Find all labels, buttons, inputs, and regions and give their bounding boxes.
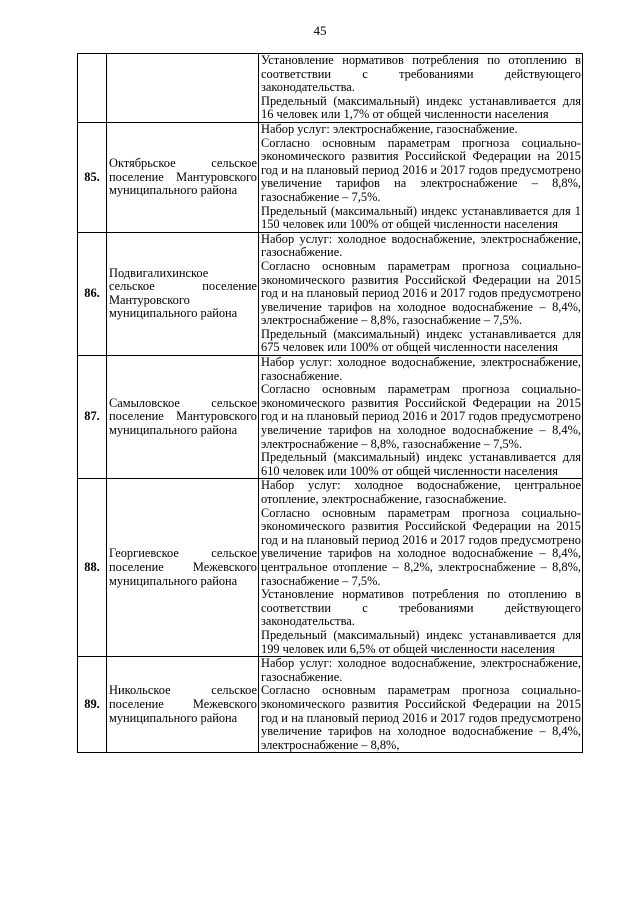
description-paragraph: Согласно основным параметрам прогноза социально-экономического развития Российской Федерации на 2015 год и на плановый период 2016 и 2017 годов предусмотрено увеличение тарифов на электроснабжение – 8,8%, газоснабжение – 7,5%. [261,135,581,204]
settlement-name: Самыловское сельское поселение Мантуровского муниципального района [107,356,259,479]
description-paragraph: Согласно основным параметрам прогноза социально-экономического развития Российской Федерации на 2015 год и на плановый период 2016 и 2017 годов предусмотрено увеличение тарифов на холодное водоснабжение – 8,4%, электроснабжение – 8,8%, [261,683,581,752]
description-paragraph: Набор услуг: холодное водоснабжение, электроснабжение, газоснабжение. [261,355,581,383]
description-paragraph: Набор услуг: холодное водоснабжение, электроснабжение, газоснабжение. [261,656,581,684]
settlement-name: Октябрьское сельское поселение Мантуровского муниципального района [107,122,259,232]
settlements-table [77,53,583,753]
row-number: 86. [78,232,107,355]
settlement-description [259,356,583,479]
table-row [78,356,583,479]
description-paragraph: Набор услуг: электроснабжение, газоснабжение. [261,121,518,136]
table-row [78,479,583,657]
description-paragraph: Предельный (максимальный) индекс устанавливается для 675 человек или 100% от общей численности населения [261,326,581,355]
description-paragraph: Предельный (максимальный) индекс устанавливается для 16 человек или 1,7% от общей численности населения [261,93,581,122]
settlement-description [259,54,583,123]
table-body [78,54,583,753]
description-paragraph: Согласно основным параметрам прогноза социально-экономического развития Российской Федерации на 2015 год и на плановый период 2016 и 2017 годов предусмотрено увеличение тарифов на холодное водоснабжение – 8,4%, электроснабжение – 8,8%, газоснабжение – 7,5%. [261,258,581,328]
settlement-name: Никольское сельское поселение Межевского муниципального района [107,657,259,753]
settlement-description [259,232,583,355]
settlement-name: Георгиевское сельское поселение Межевского муниципального района [107,479,259,657]
table-row [78,657,583,753]
row-number: 89. [78,657,107,753]
description-paragraph: Набор услуг: холодное водоснабжение, электроснабжение, газоснабжение. [261,231,581,260]
page-number: 45 [313,23,327,38]
description-paragraph: Предельный (максимальный) индекс устанавливается для 1 150 человек или 100% от общей численности населения [261,203,581,232]
description-paragraph: Согласно основным параметрам прогноза социально-экономического развития Российской Федерации на 2015 год и на плановый период 2016 и 2017 годов предусмотрено увеличение тарифов на холодное водоснабжение – 8,4%, электроснабжение – 8,8%, газоснабжение – 7,5%. [261,382,581,451]
row-number: 85. [78,122,107,232]
description-paragraph: Установление нормативов потребления по отоплению в соответствии с требованиями действующего законодательства. [261,587,581,629]
settlement-description [259,657,583,753]
description-paragraph: Набор услуг: холодное водоснабжение, центральное отопление, электроснабжение, газоснабжение. [261,478,581,506]
description-paragraph: Предельный (максимальный) индекс устанавливается для 610 человек или 100% от общей численности населения [261,450,581,478]
settlement-name [107,54,259,123]
row-number [78,54,107,123]
row-number: 88. [78,479,107,657]
description-paragraph: Согласно основным параметрам прогноза социально-экономического развития Российской Федерации на 2015 год и на плановый период 2016 и 2017 годов предусмотрено увеличение тарифов на холодное водоснабжение – 8,4%, центральное отопление – 8,2%, электроснабжение – 8,8%, газоснабжение – 7,5%. [261,505,581,588]
description-paragraph: Установление нормативов потребления по отоплению в соответствии с требованиями действующего законодательства. [261,53,581,95]
settlement-description [259,122,583,232]
settlement-name: Подвигалихинское сельское поселение Мантуровского муниципального района [107,232,259,355]
table-row [78,54,583,123]
row-number: 87. [78,356,107,479]
table-row [78,232,583,355]
settlement-description [259,479,583,657]
description-paragraph: Предельный (максимальный) индекс устанавливается для 199 человек или 6,5% от общей численности населения [261,627,581,656]
table-row [78,122,583,232]
